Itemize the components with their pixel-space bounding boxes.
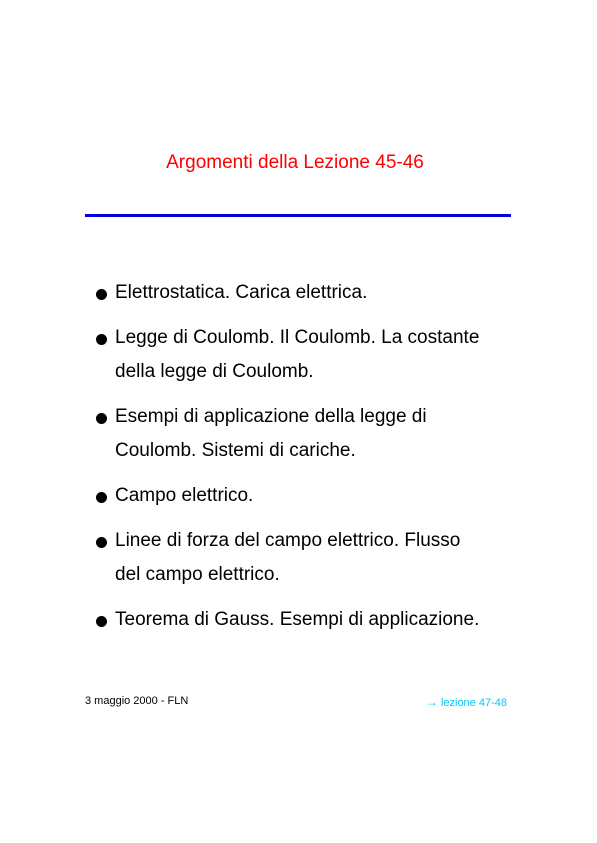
list-item [94, 479, 534, 513]
list-item-line: del campo elettrico. [115, 564, 280, 585]
list-item-line: della legge di Coulomb. [115, 361, 314, 382]
arrow-right-icon: → [425, 695, 438, 709]
list-item [94, 321, 534, 389]
list-item [94, 524, 534, 592]
title-divider [85, 214, 511, 217]
bullet-icon [96, 334, 107, 345]
next-lecture-link[interactable] [426, 695, 507, 709]
list-item-line: Linee di forza del campo elettrico. Flusso [115, 530, 461, 551]
footer-date-author: 3 maggio 2000 - FLN [85, 695, 189, 707]
list-item-line: Teorema di Gauss. Esempi di applicazione. [115, 609, 480, 630]
next-lecture-label: lezione 47-48 [440, 697, 507, 709]
bullet-icon [96, 413, 107, 424]
bullet-icon [96, 289, 107, 300]
bullet-icon [96, 537, 107, 548]
list-item [94, 603, 534, 637]
bullet-icon [96, 492, 107, 503]
list-item-line: Elettrostatica. Carica elettrica. [115, 282, 368, 303]
list-item [94, 276, 534, 310]
topic-list [94, 276, 534, 648]
list-item [94, 400, 534, 468]
list-item-line: Legge di Coulomb. Il Coulomb. La costante [115, 327, 480, 348]
bullet-icon [96, 616, 107, 627]
list-item-line: Coulomb. Sistemi di cariche. [115, 440, 356, 461]
page-title: Argomenti della Lezione 45-46 [166, 152, 424, 173]
list-item-line: Esempi di applicazione della legge di [115, 406, 427, 427]
list-item-line: Campo elettrico. [115, 485, 254, 506]
